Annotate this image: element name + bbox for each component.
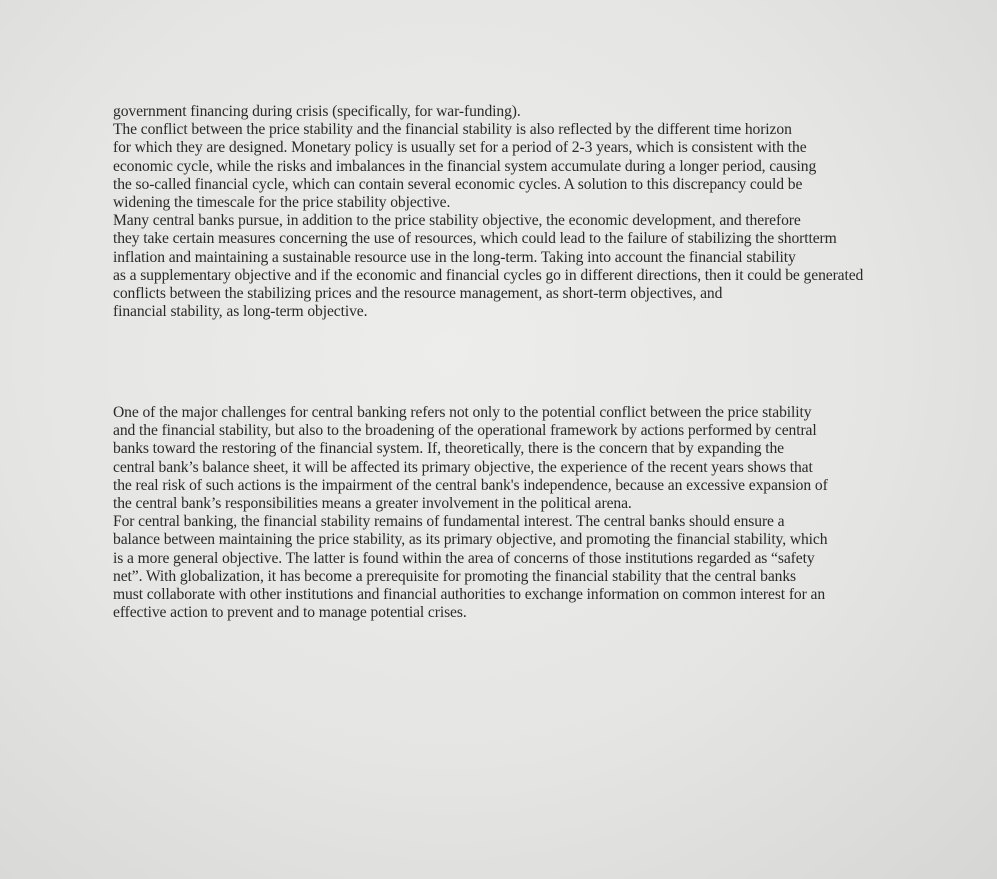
text-line: economic cycle, while the risks and imbalances in the financial system accumulate during a longer period, causing bbox=[113, 157, 817, 175]
text-line: government financing during crisis (specifically, for war-funding). bbox=[113, 103, 521, 120]
text-line: net”. With globalization, it has become a prerequisite for promoting the financial stability that the central banks bbox=[113, 567, 797, 585]
text-line: the so-called financial cycle, which can contain several economic cycles. A solution to this discrepancy could be bbox=[113, 175, 803, 193]
text-line: is a more general objective. The latter is found within the area of concerns of those institutions regarded as “safety bbox=[113, 549, 815, 567]
text-line: conflicts between the stabilizing prices and the resource management, as short-term objectives, and bbox=[113, 285, 723, 303]
text-line: inflation and maintaining a sustainable resource use in the long-term. Taking into account the financial stability bbox=[113, 248, 796, 266]
paragraph-central-banking-challenges bbox=[113, 404, 973, 622]
text-line: banks toward the restoring of the financial system. If, theoretically, there is the concern that by expanding the bbox=[113, 440, 784, 458]
text-line: For central banking, the financial stability remains of fundamental interest. The central banks should ensure a bbox=[113, 513, 785, 531]
text-line: the real risk of such actions is the impairment of the central bank's independence, because an excessive expansion of bbox=[113, 476, 828, 494]
text-line: effective action to prevent and to manage potential crises. bbox=[113, 604, 467, 622]
text-line: the central bank’s responsibilities means a greater involvement in the political arena. bbox=[113, 495, 632, 513]
text-line: and the financial stability, but also to the broadening of the operational framework by actions performed by central bbox=[113, 422, 817, 440]
text-line: they take certain measures concerning the use of resources, which could lead to the failure of stabilizing the shortterm bbox=[113, 230, 837, 248]
text-line: One of the major challenges for central banking refers not only to the potential conflict between the price stability bbox=[113, 404, 812, 421]
text-line: for which they are designed. Monetary policy is usually set for a period of 2-3 years, which is consistent with the bbox=[113, 139, 807, 157]
text-line: Many central banks pursue, in addition to the price stability objective, the economic development, and therefore bbox=[113, 212, 801, 230]
text-line: as a supplementary objective and if the economic and financial cycles go in different directions, then it could be generated bbox=[113, 266, 864, 284]
text-line: widening the timescale for the price stability objective. bbox=[113, 194, 451, 212]
paragraph-price-vs-financial-stability bbox=[113, 103, 973, 321]
text-line: central bank’s balance sheet, it will be affected its primary objective, the experience of the recent years shows that bbox=[113, 458, 813, 476]
text-line: must collaborate with other institutions and financial authorities to exchange information on common interest for an bbox=[113, 586, 826, 604]
text-line: financial stability, as long-term objective. bbox=[113, 303, 368, 321]
text-line: balance between maintaining the price stability, as its primary objective, and promoting the financial stability, which bbox=[113, 531, 828, 549]
text-line: The conflict between the price stability and the financial stability is also reflected by the different time horizon bbox=[113, 121, 792, 139]
